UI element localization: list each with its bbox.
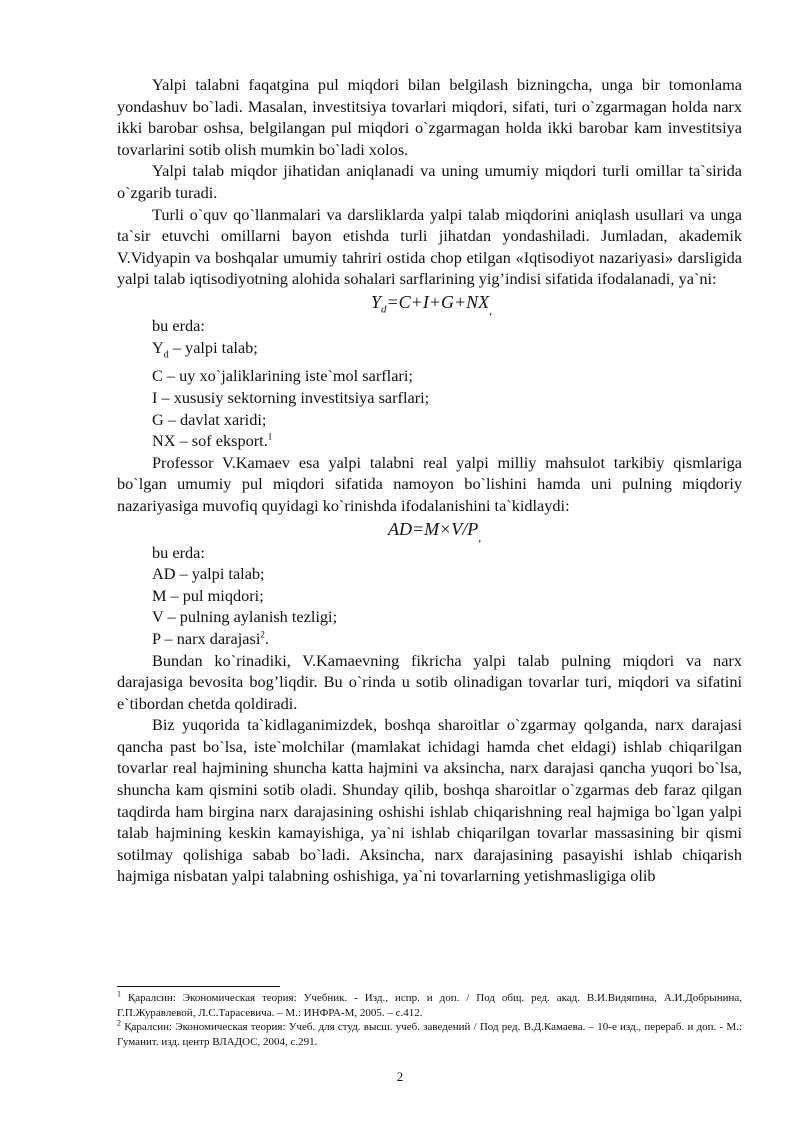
formula-quantity-theory [117, 517, 742, 542]
definition-item: I – xususiy sektorning investitsiya sarflari; [152, 387, 430, 407]
footnote-text: Қаралсин: Экономическая теория: Учеб. для студ. высш. учеб. заведений / Под ред. В.Д.Камаева. – 10-е изд., перераб. и доп. - М.: Гуманит. изд. центр ВЛАДОС, 2004, с.291. [117, 1021, 742, 1048]
formula-1-comma: , [489, 302, 493, 317]
footnote-mark: 1 [117, 989, 121, 999]
page-number: 2 [396, 1069, 404, 1084]
definition-item: AD – yalpi talab; [152, 564, 265, 584]
footnote-separator [117, 986, 280, 987]
definition-item [117, 628, 742, 650]
definition-subscript: d [163, 348, 169, 360]
paragraph-6: Biz yuqorida ta`kidlaganimizdek, boshqa sharoitlar o`zgarmay qolganda, narx darajasi qancha past bo`lsa, iste`molchilar (mamlakat ichidagi hamda chet eldagi) ishlab chiqarilgan tovarlar real hajmining shuncha katta hajmini va aksincha, narx darajasi qancha yuqori bo`lsa, shuncha kam qismini sotib oladi. Shunday qilib, boshqa sharoitlar o`zgarmas deb faraz qilgan taqdirda ham birgina narx darajasining oshishi ishlab chiqarishning real hajmiga bo`lgan yalpi talab hajmining keskin kamayishiga, ya`ni ishlab chiqarilgan tovarlar massasining bir qismi sotilmay qolishiga sabab bo`ladi. Aksincha, narx darajasining pasayishi ishlab chiqarish hajmiga nisbatan yalpi talabning oshishiga, ya`ni tovarlarning yetishmasligiga olib [117, 715, 742, 886]
definition-item: C – uy xo`jaliklarining iste`mol sarflari; [152, 366, 413, 386]
formula-aggregate-demand-components [117, 290, 742, 315]
footnotes [117, 991, 742, 1049]
definition-item: M – pul miqdori; [152, 585, 264, 605]
paragraph-2: Yalpi talab miqdor jihatidan aniqlanadi va uning umumiy miqdori turli omillar ta`sirida o`zgarib turadi. [117, 161, 742, 202]
definitions-1-intro: bu erda: [152, 315, 205, 335]
footnote-2 [117, 1020, 742, 1049]
formula-2-comma: , [478, 529, 482, 544]
formula-1-subscript: d [381, 303, 387, 316]
definition-item: G – davlat xaridi; [152, 409, 267, 429]
formula-1-lhs: Y [371, 291, 382, 312]
definition-item [117, 337, 742, 366]
definition-text: – yalpi talab; [168, 337, 258, 357]
footnote-mark: 2 [117, 1018, 121, 1028]
footnote-1 [117, 991, 742, 1020]
definition-text: NX – sof eksport. [152, 431, 268, 451]
definition-text: P – narx darajasi [152, 628, 261, 648]
definition-item: V – pulning aylanish tezligi; [152, 607, 338, 627]
definitions-2-intro: bu erda: [152, 542, 205, 562]
paragraph-1: Yalpi talabni faqatgina pul miqdori bilan belgilash bizningcha, unga bir tomonlama yondashuv bo`ladi. Masalan, investitsiya tovarlari miqdori, sifati, turi o`zgarmagan holda narx ikki barobar oshsa, belgilangan pul miqdori o`zgarmagan holda ikki barobar kam investitsiya tovarlarini sotib olish mumkin bo`ladi xolos. [117, 75, 742, 159]
footnote-text: Қаралсин: Экономическая теория: Учебник. - Изд., испр. и доп. / Под общ. ред. акад. В.И.Видяпина, А.И.Добрынина, Г.П.Журавлевой, Л.С.Тарасевича. – М.: ИНФРА-М, 2005. – с.412. [117, 992, 742, 1019]
definition-tail: . [264, 628, 269, 648]
paragraph-5: Bundan ko`rinadiki, V.Kamaevning fikricha yalpi talab pulning miqdori va narx darajasiga bevosita bog’liqdir. Bu o`rinda u sotib olinadigan tovarlar turi, miqdori va sifatini e`tibordan chetda qoldiradi. [117, 650, 742, 713]
formula-2-text: AD=M×V/P [388, 518, 479, 539]
footnote-ref-1[interactable]: 1 [267, 431, 273, 442]
footnote-ref-2[interactable]: 2 [260, 629, 265, 640]
definition-item [117, 430, 742, 452]
definition-symbol: Y [152, 337, 164, 357]
paragraph-4: Professor V.Kamaev esa yalpi talabni real yalpi milliy mahsulot tarkibiy qismlariga bo`lgan umumiy pul miqdori sifatida namoyon bo`lishini hamda uni pulning miqdoriy nazariyasiga muvofiq quyidagi ko`rinishda ifodalanishini ta`kidlaydi: [117, 452, 742, 515]
page-body [117, 74, 742, 887]
formula-1-rhs: =C+I+G+NX [386, 291, 490, 312]
paragraph-3: Turli o`quv qo`llanmalari va darsliklarda yalpi talab miqdorini aniqlash usullari va unga ta`sir etuvchi omillarni bayon etishda turli jihatdan yondashiladi. Jumladan, akademik V.Vidyapin va boshqalar umumiy tahriri ostida chop etilgan «Iqtisodiyot nazariyasi» darsligida yalpi talab iqtisodiyotning alohida sohalari sarflarining yig’indisi sifatida ifodalanadi, ya`ni: [117, 204, 742, 289]
